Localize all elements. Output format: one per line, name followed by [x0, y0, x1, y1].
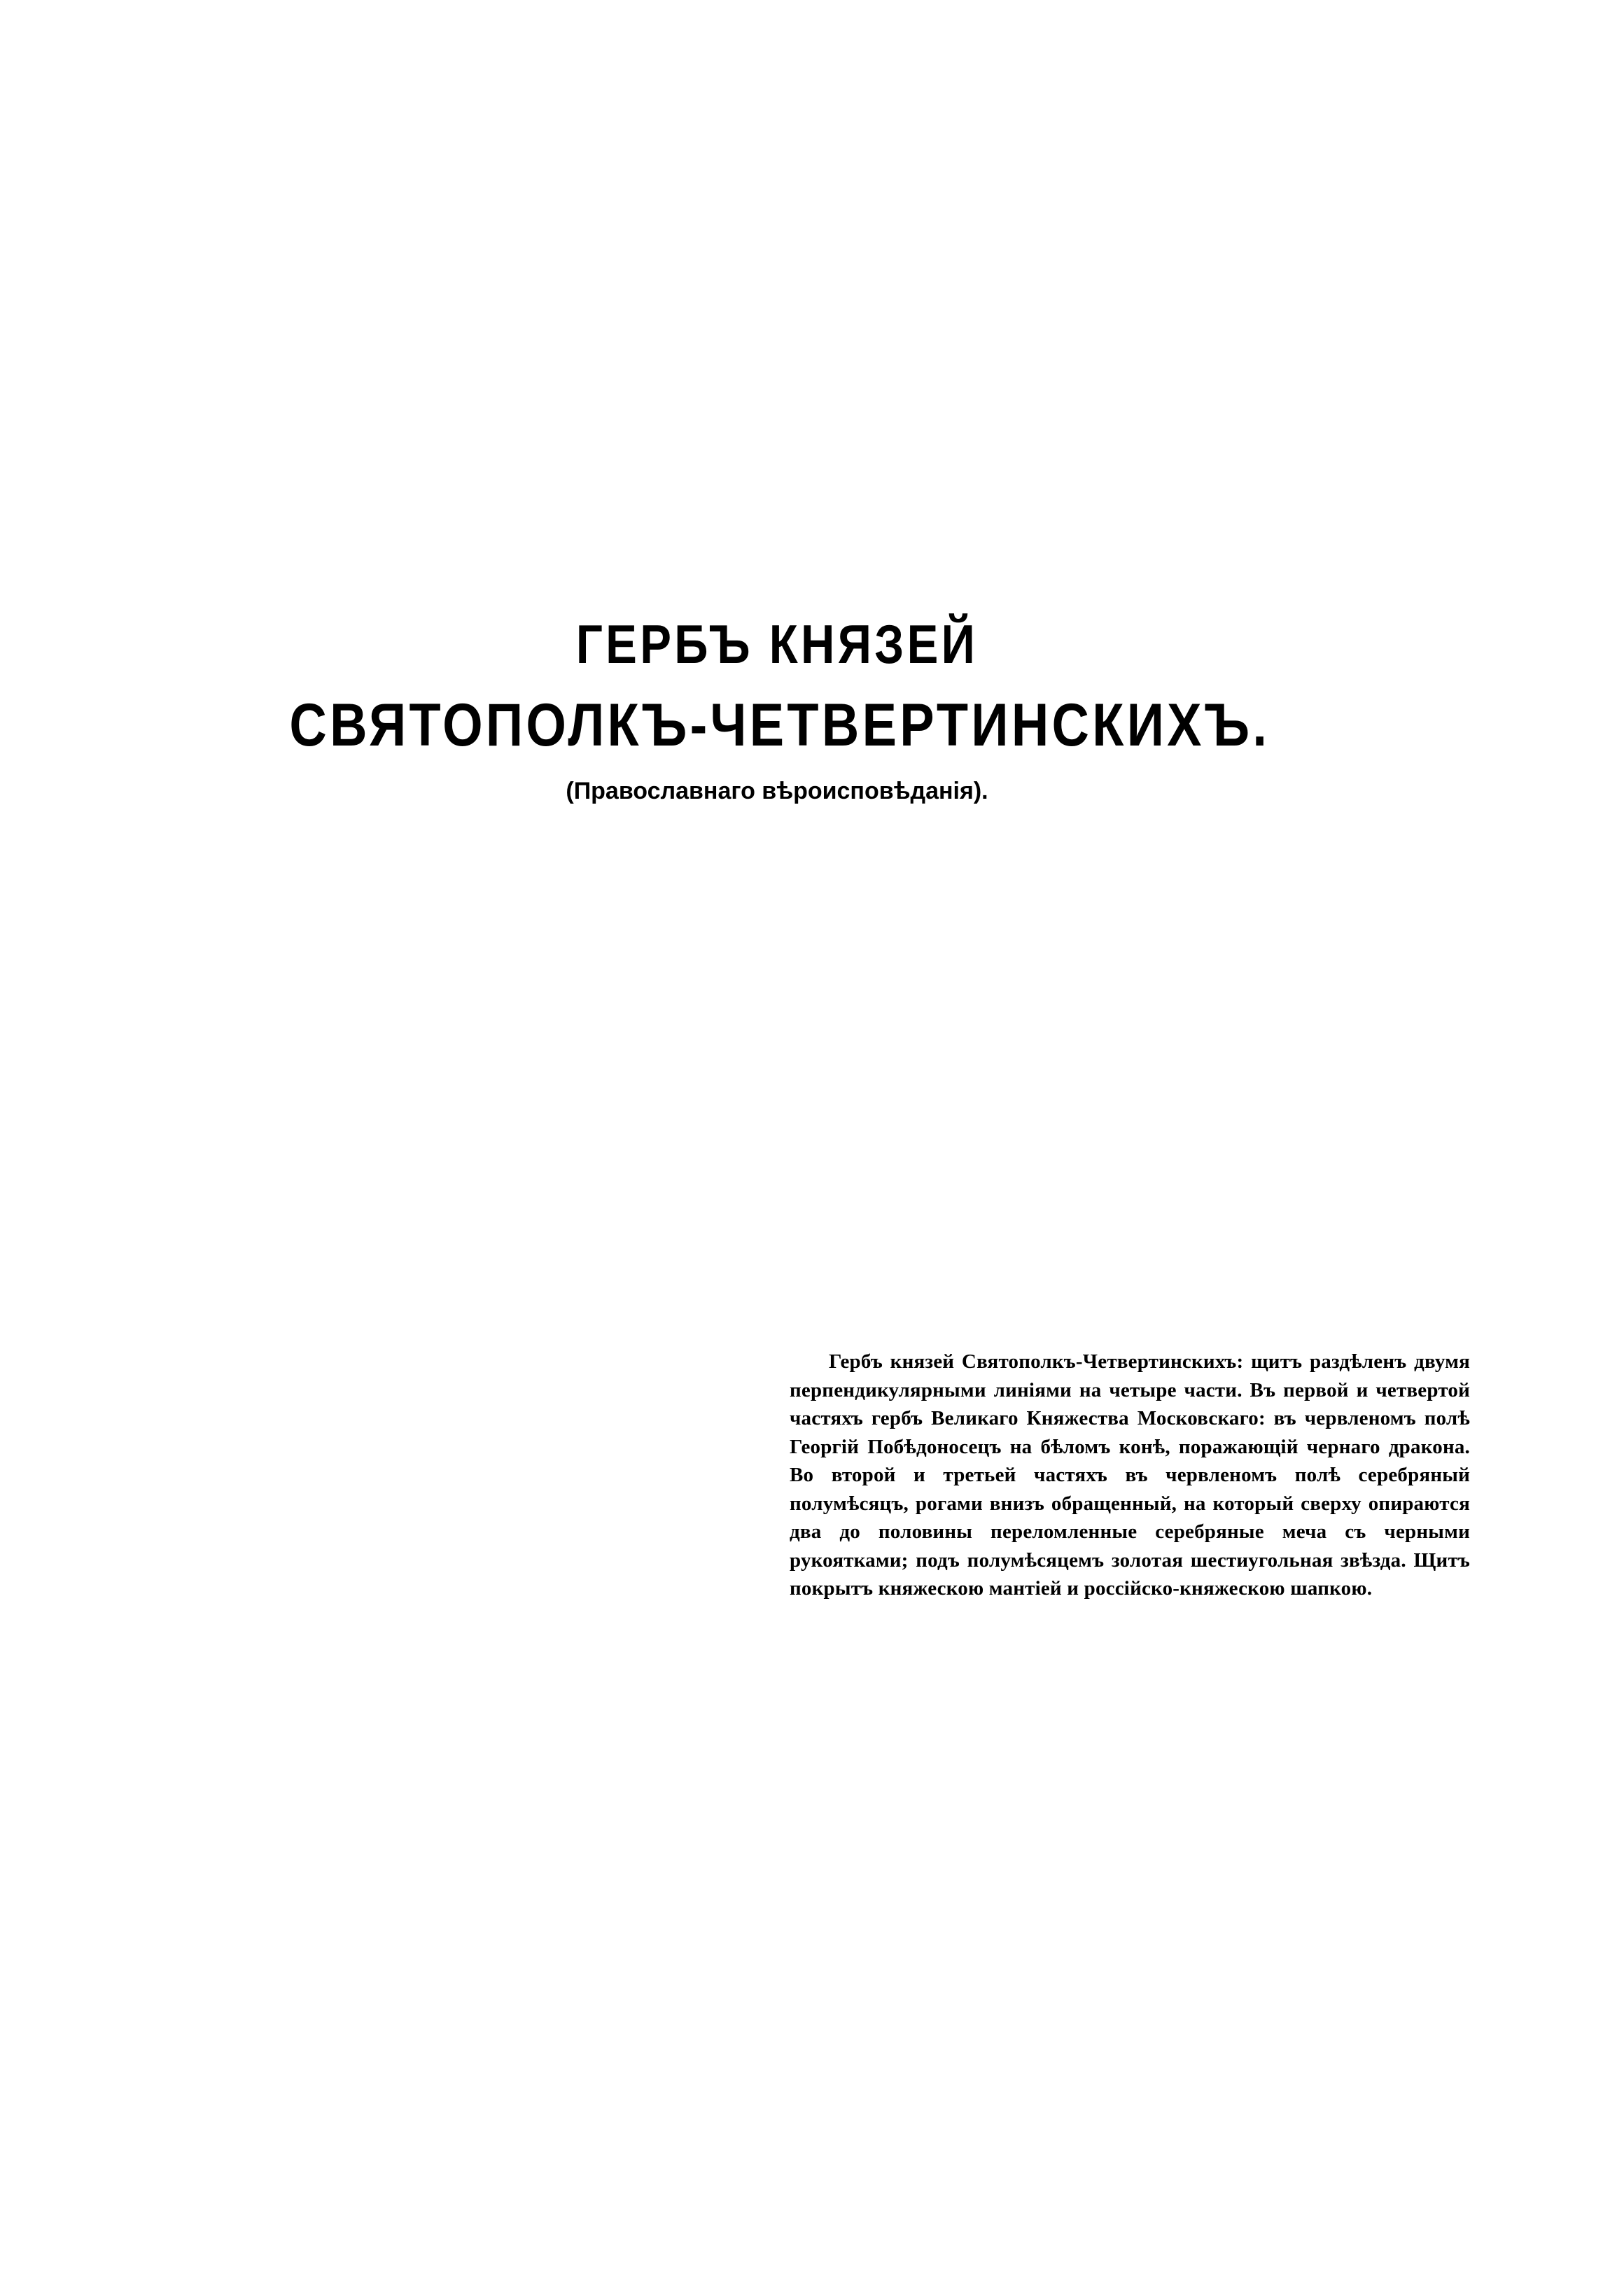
title-block	[210, 609, 1344, 811]
coat-of-arms-description: Гербъ князей Святополкъ-Четвертинскихъ: щитъ раздѣленъ двумя перпендикулярными линіями на четыре части. Въ первой и четвертой частяхъ гербъ Великаго Княжества Московскаго: въ червленомъ полѣ Георгій Побѣдоносецъ на бѣломъ конѣ, поражающій чернаго дракона. Во второй и третьей частяхъ въ червленомъ полѣ серебряный полумѣсяцъ, рогами внизъ обращенный, на который сверху опираются два до половины переломленные серебряные меча съ черными рукоятками; подъ полумѣсяцемъ золотая шестиугольная звѣзда. Щитъ покрытъ княжескою мантіей и россійско-княжескою шапкою.	[790, 1350, 1470, 1600]
confession-note: (Православнаго вѣроисповѣданія).	[566, 778, 988, 804]
page-title: ГЕРБЪ КНЯЗЕЙ	[575, 613, 979, 675]
page-subtitle: СВЯТОПОЛКЪ-ЧЕТВЕРТИНСКИХЪ.	[289, 692, 1270, 759]
